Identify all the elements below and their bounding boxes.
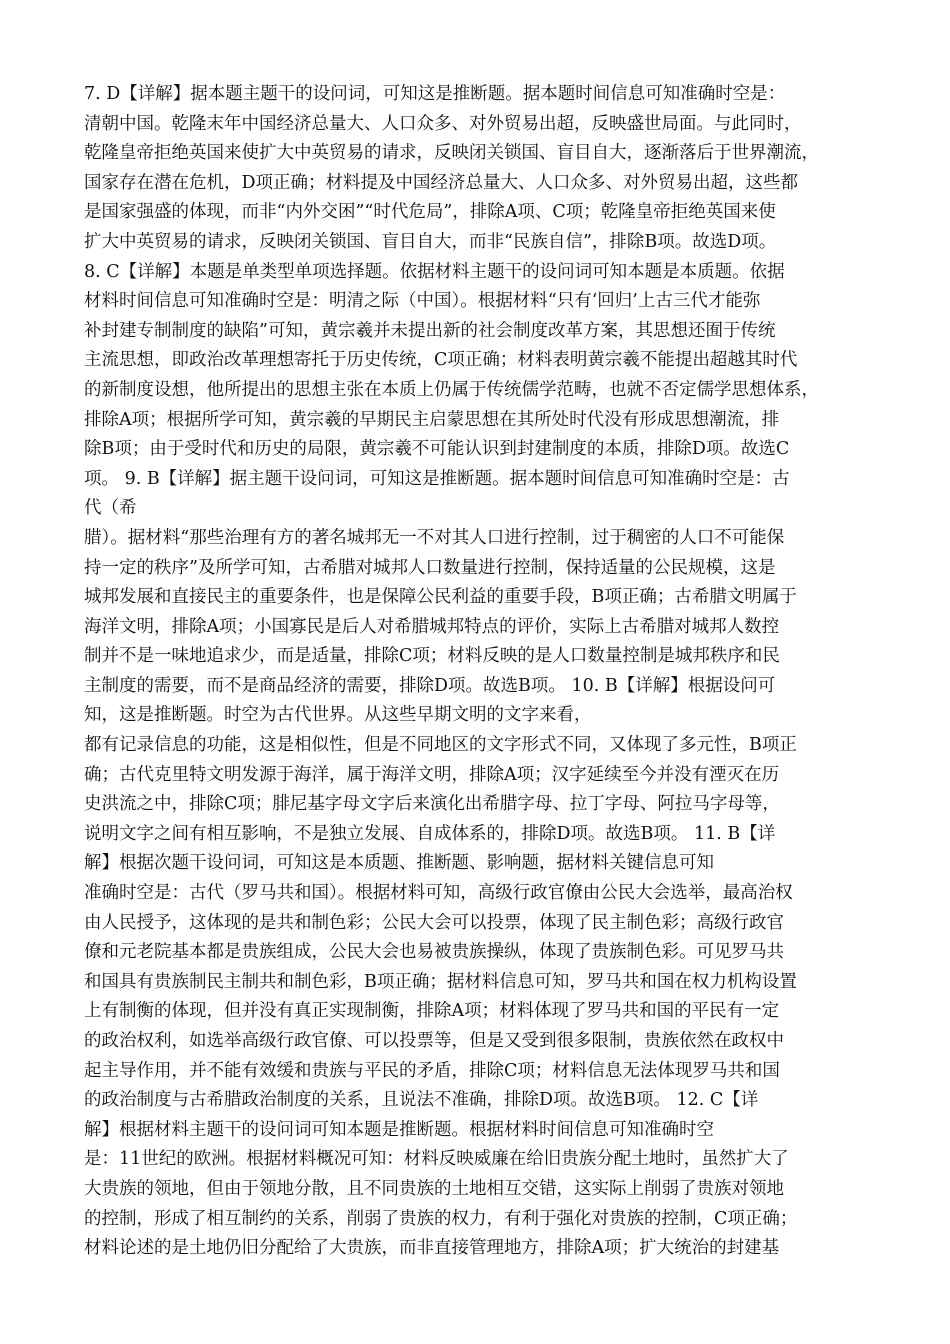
- text-line: 说明文字之间有相互影响，不是独立发展、自成体系的，排除D项。故选B项。 11. B【详: [84, 823, 776, 844]
- text-line: 代（希: [84, 498, 137, 519]
- text-line: 准确时空是：古代（罗马共和国）。根据材料可知，高级行政官僚由公民大会选举，最高治权: [84, 883, 793, 904]
- text-line: 持一定的秩序”及所学可知，古希腊对城邦人口数量进行控制，保持适量的公民规模，这是: [84, 557, 776, 578]
- text-line: 解】根据材料主题干的设问词可知本题是推断题。根据材料时间信息可知准确时空: [84, 1119, 714, 1140]
- text-line: 制并不是一味地追求少，而是适量，排除C项；材料反映的是人口数量控制是城邦秩序和民: [84, 646, 780, 667]
- text-line: 上有制衡的体现，但并没有真正实现制衡，排除A项；材料体现了罗马共和国的平民有一定: [84, 1001, 780, 1022]
- text-line: 由人民授予，这体现的是共和制色彩；公民大会可以投票，体现了民主制色彩；高级行政官: [84, 912, 784, 933]
- text-line: 是国家强盛的体现，而非“内外交困”“时代危局”，排除A项、C项；乾隆皇帝拒绝英国来使: [84, 202, 776, 223]
- text-line: 除B项；由于受时代和历史的局限，黄宗羲不可能认识到封建制度的本质，排除D项。故选C: [84, 439, 790, 460]
- text-line: 和国具有贵族制民主制共和制色彩，B项正确；据材料信息可知，罗马共和国在权力机构设置: [84, 971, 797, 992]
- text-line: 排除A项；根据所学可知，黄宗羲的早期民主启蒙思想在其所处时代没有形成思想潮流，排: [84, 409, 780, 430]
- text-line: 城邦发展和直接民主的重要条件，也是保障公民利益的重要手段，B项正确；古希腊文明属于: [84, 587, 797, 608]
- text-line: 海洋文明，排除A项；小国寡民是后人对希腊城邦特点的评价，实际上古希腊对城邦人数控: [84, 616, 780, 637]
- text-line: 大贵族的领地，但由于领地分散，且不同贵族的土地相互交错，这实际上削弱了贵族对领地: [84, 1178, 784, 1199]
- document-body: [84, 80, 874, 1264]
- text-line: 8. C【详解】本题是单类型单项选择题。依据材料主题干的设问词可知本题是本质题。依据: [84, 261, 785, 282]
- text-line: 国家存在潜在危机，D项正确；材料提及中国经济总量大、人口众多、对外贸易出超，这些都: [84, 172, 799, 193]
- text-line: 解】根据次题干设问词，可知这是本质题、推断题、影响题，据材料关键信息可知: [84, 853, 714, 874]
- text-line: 起主导作用，并不能有效缓和贵族与平民的矛盾，排除C项；材料信息无法体现罗马共和国: [84, 1060, 780, 1081]
- text-line: 乾隆皇帝拒绝英国来使扩大中英贸易的请求，反映闭关锁国、盲目自大，逐渐落后于世界潮流，: [84, 143, 819, 164]
- text-line: 清朝中国。乾隆末年中国经济总量大、人口众多、对外贸易出超，反映盛世局面。与此同时，: [84, 113, 802, 134]
- text-line: 材料论述的是土地仍旧分配给了大贵族，而非直接管理地方，排除A项；扩大统治的封建基: [84, 1238, 780, 1259]
- text-line: 材料时间信息可知准确时空是：明清之际（中国）。根据材料“只有‘回归’上古三代才能弥: [84, 291, 761, 312]
- text-line: 都有记录信息的功能，这是相似性，但是不同地区的文字形式不同，又体现了多元性，B项正: [84, 735, 797, 756]
- text-line: 的控制，形成了相互制约的关系，削弱了贵族的权力，有利于强化对贵族的控制，C项正确；: [84, 1208, 798, 1229]
- text-line: 补封建专制制度的缺陷”可知，黄宗羲并未提出新的社会制度改革方案，其思想还囿于传统: [84, 320, 776, 341]
- text-line: 的政治权利，如选举高级行政官僚、可以投票等，但是又受到很多限制，贵族依然在政权中: [84, 1031, 784, 1051]
- text-line: 主流思想，即政治改革理想寄托于历史传统，C项正确；材料表明黄宗羲不能提出超越其时代: [84, 350, 798, 371]
- text-line: 的新制度设想，他所提出的思想主张在本质上仍属于传统儒学范畴，也就不否定儒学思想体系，: [84, 379, 819, 400]
- text-line: 是：11世纪的欧洲。根据材料概况可知：材料反映威廉在给旧贵族分配土地时，虽然扩大了: [84, 1149, 789, 1170]
- text-line: 的政治制度与古希腊政治制度的关系，且说法不准确，排除D项。故选B项。 12. C【详: [84, 1090, 759, 1111]
- text-line: 知，这是推断题。时空为古代世界。从这些早期文明的文字来看，: [84, 705, 592, 726]
- text-line: 主制度的需要，而不是商品经济的需要，排除D项。故选B项。 10. B【详解】根据设问可: [84, 675, 776, 696]
- text-line: 项。 9. B【详解】据主题干设问词，可知这是推断题。据本题时间信息可知准确时空是：古: [84, 468, 790, 489]
- text-line: 腊）。据材料“那些治理有方的著名城邦无一不对其人口进行控制，过于稠密的人口不可能保: [84, 527, 785, 548]
- text-line: 僚和元老院基本都是贵族组成，公民大会也易被贵族操纵，体现了贵族制色彩。可见罗马共: [84, 942, 784, 963]
- text-line: 确；古代克里特文明发源于海洋，属于海洋文明，排除A项；汉字延续至今并没有湮灭在历: [84, 764, 780, 785]
- text-line: 7. D【详解】据本题主题干的设问词，可知这是推断题。据本题时间信息可知准确时空是：: [84, 84, 786, 104]
- text-line: 扩大中英贸易的请求，反映闭关锁国、盲目自大，而非“民族自信”，排除B项。故选D项。: [84, 231, 777, 252]
- text-line: 史洪流之中，排除C项；腓尼基字母文字后来演化出希腊字母、拉丁字母、阿拉马字母等，: [84, 794, 780, 815]
